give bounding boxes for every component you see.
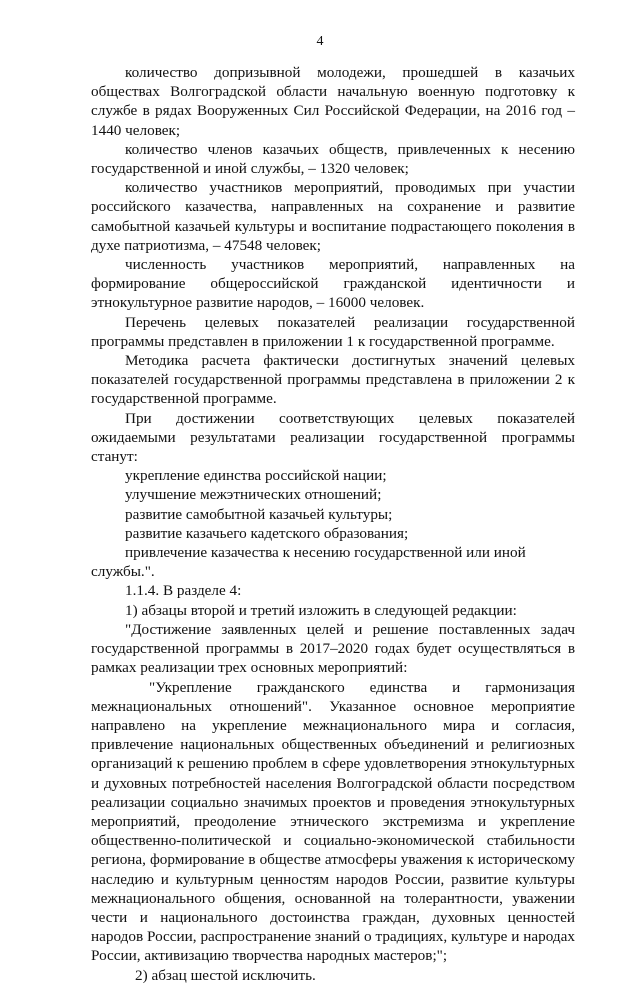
quoted-paragraph-civic-unity: "Укрепление гражданского единства и гармонизация межнациональных отношений". Указанное основное мероприятие направлено на укрепление межнационального мира и согласия, привлечение национальных общественных объединений и религиозных организаций к решению проблем в сфере удовлетворения этнокультурных и духовных потребностей населения Волгоградской области посредством реализации социально значимых проектов и проведения этнокультурных мероприятий, преодоление этнического экстремизма и укрепление общественно-политической и социально-экономической стабильности региона, формирование в обществе атмосферы уважения к историческому наследию и культурным ценностям народов России, развитие культуры межнационального общения, основанной на толерантности, уважении чести и национального достоинства граждан, духовных ценностей народов России, распространение знаний о традициях, культуре и народах России, активизацию творчества народных мастеров;"; [91,678,575,965]
list-item-nation-unity: укрепление единства российской нации; [125,467,387,485]
page-number: 4 [316,34,324,49]
list-item-cadet-education: развитие казачьего кадетского образования; [125,524,409,542]
section-heading-1-1-4: 1.1.4. В разделе 4: [125,582,242,600]
document-body [91,63,575,985]
paragraph-event-participants: количество участников мероприятий, проводимых при участии российского казачества, направленных на сохранение и развитие самобытной казачьей культуры и воспитание подрастающего поколения в духе патриотизма, – 47548 человек; [91,179,575,254]
paragraph-indicator-list: Перечень целевых показателей реализации государственной программы представлен в приложении 1 к государственной программе. [91,313,575,350]
paragraph-cossack-service: количество членов казачьих обществ, привлеченных к несению государственной и иной службы, – 1320 человек; [91,140,575,178]
paragraph-premilitary-youth: количество допризывной молодежи, прошедшей в казачьих обществах Волгоградской области начальную военную подготовку к службе в рядах Вооруженных Сил Российской Федерации, на 2016 год – 1440 человек; [91,64,575,139]
list-item-cossack-culture: развитие самобытной казачьей культуры; [125,505,393,523]
quoted-paragraph-goals: "Достижение заявленных целей и решение поставленных задач государственной программы в 2017–2020 годах будет осуществляться в рамках реализации трех основных мероприятий: [91,620,575,677]
list-item-interethnic-relations: улучшение межэтнических отношений; [125,486,382,504]
paragraph-identity-participants: численность участников мероприятий, направленных на формирование общероссийской гражданской идентичности и этнокультурное развитие народов, – 16000 человек. [91,256,575,312]
amendment-item-1: 1) абзацы второй и третий изложить в следующей редакции: [125,601,517,619]
list-item-cossack-service: привлечение казачества к несению государственной или иной службы.". [91,544,526,581]
paragraph-methodology: Методика расчета фактически достигнутых значений целевых показателей государственной программы представлена в приложении 2 к государственной программе. [91,352,575,408]
paragraph-expected-results-intro: При достижении соответствующих целевых показателей ожидаемыми результатами реализации государственной программы станут: [91,409,575,466]
amendment-item-2: 2) абзац шестой исключить. [135,966,316,984]
